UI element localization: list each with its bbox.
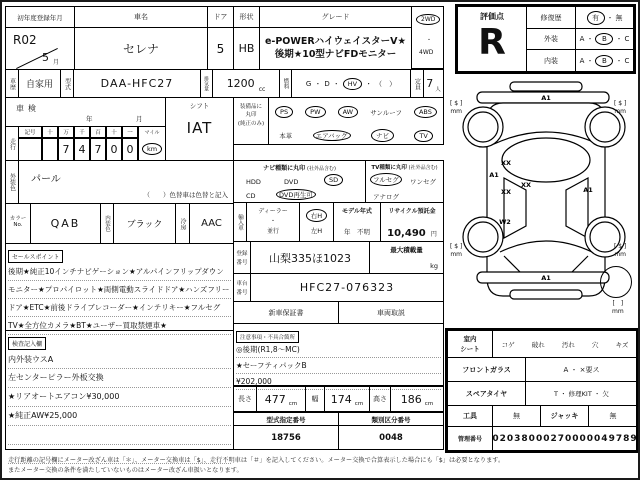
registration-label-2: 番号 <box>236 259 248 266</box>
drive-dot: ・ <box>426 37 433 44</box>
designation-header: 型式指定番号 <box>233 412 339 426</box>
grade-c: C <box>624 35 630 43</box>
parallel-label: 並行 <box>266 228 279 236</box>
yen-unit: 円 <box>430 231 437 238</box>
length-value: 477 <box>264 392 286 406</box>
navi-circle-mark: ナビ <box>371 129 394 142</box>
inspection-year-unit: 年 <box>86 115 93 123</box>
dot: ・ <box>606 13 614 22</box>
int-color-value: ブラック <box>113 203 176 244</box>
nav-type-title: ナビ種類に丸印 <box>263 165 306 172</box>
tool-value: 無 <box>492 405 541 427</box>
model-year-cell <box>333 202 381 242</box>
mileage-h6: 一 <box>122 126 138 138</box>
model-code-label: 型式 <box>60 69 74 98</box>
repair-no: 無 <box>615 13 623 22</box>
sales-line: モニター★プロパイロット★両側電動スライドドア★ハンズフリー <box>8 281 231 299</box>
payload-cell <box>369 241 444 274</box>
pw-circle-mark: PW <box>305 106 325 118</box>
designation-value: 18756 <box>233 425 339 450</box>
seat-item: キズ <box>615 340 629 349</box>
shape-header: 形状 <box>233 6 260 28</box>
ext-color-cell <box>18 160 234 204</box>
model-year-value <box>334 227 380 236</box>
tv-type-box <box>365 160 444 203</box>
tv-circle-mark: TV <box>414 130 432 142</box>
length-label: 長さ <box>233 386 257 412</box>
history-label: 車歴 <box>5 69 19 98</box>
inspector-notes-tag: 検査記入欄 <box>8 337 46 350</box>
seat-condition-items <box>492 330 638 358</box>
mileage-v4: 7 <box>90 138 106 161</box>
cd-label: CD <box>246 192 256 200</box>
inspector-notes-box <box>5 330 234 450</box>
equipment-row-1 <box>269 98 443 126</box>
fuel-d: D <box>324 79 330 88</box>
interior-b-circle-mark: B <box>595 55 613 67</box>
unit-mm: mm <box>612 307 624 315</box>
ext-color-note: （ ）色替車は色替と記入 <box>143 191 228 199</box>
equipment-label-2: 丸印 <box>245 112 257 119</box>
shape-value: HB <box>233 27 260 70</box>
fuel-blank: （ ） <box>375 79 397 88</box>
notes-line: ¥202,000 <box>236 374 441 390</box>
dot: ・ <box>586 35 594 43</box>
unit-bracket: [ $ ] <box>450 243 463 250</box>
diagonal-line <box>16 48 58 69</box>
exterior-grade-label: 外装 <box>526 28 576 50</box>
ext-color-label: 外装色 <box>5 160 19 204</box>
seat-item: 穴 <box>591 340 599 349</box>
grade-header: グレード <box>259 6 412 28</box>
nav-type-box <box>233 160 366 203</box>
mileage-v1 <box>42 138 58 161</box>
car-name-value: セレナ <box>74 27 208 70</box>
height-cell <box>390 386 444 412</box>
nav-type-note: (社外品含む) <box>307 166 336 172</box>
repair-value <box>575 6 634 29</box>
dot: ・ <box>332 79 340 88</box>
fuel-label: 燃料 <box>279 69 292 98</box>
import-label: 輸入車 <box>233 202 247 242</box>
manual-cell: 車両取説 <box>338 301 444 324</box>
repair-yes-circle-mark: 有 <box>587 11 605 25</box>
score-label: 評価点 <box>480 12 504 21</box>
first-reg-value-cell <box>5 27 75 70</box>
grade-line2: 後期★10型ナビFDモニター <box>274 49 397 61</box>
height-label: 高さ <box>369 386 391 412</box>
unit-bracket: [ $ ] <box>450 100 463 107</box>
mark-left-xx2: XX <box>500 188 512 196</box>
check-line: 内外装ウスA <box>8 351 231 369</box>
mileage-h2: 万 <box>58 126 74 138</box>
mileage-h1: 十 <box>42 126 58 138</box>
check-line: ★リアオートエアコン¥30,000 <box>8 388 231 407</box>
fuel-cell <box>291 69 411 98</box>
hdd-label: HDD <box>246 178 261 186</box>
dvd-label: DVD <box>284 178 299 186</box>
grade-line1: e-POWERハイウェイスターV★ <box>264 36 407 47</box>
unit-mm: mm <box>450 250 463 258</box>
shift-cell <box>165 97 234 161</box>
first-reg-month: 5 <box>42 51 49 64</box>
check-line: 左センターピラー外板交換 <box>8 369 231 388</box>
spare-tire-value: T ・ 修理KIT ・ 欠 <box>525 381 638 406</box>
mileage-v3: 4 <box>74 138 90 161</box>
mileage-label: 走行 <box>5 126 19 161</box>
mileage-unit-cell <box>138 126 166 161</box>
tv-type-title: TV種類に丸印 <box>371 165 407 171</box>
class-value: 0048 <box>338 425 444 450</box>
mileage-v5: 0 <box>106 138 122 161</box>
color-no-label-2: No. <box>13 222 23 228</box>
registration-value: 山梨335ほ1023 <box>250 241 370 274</box>
drive-2wd-circle-mark: 2WD <box>416 14 440 25</box>
km-circle-mark: km <box>142 143 162 155</box>
recycle-label: リサイクル預託金 <box>388 208 436 215</box>
airbag-circle-mark: エアバッグ <box>313 130 351 141</box>
grade-a: A <box>579 56 585 65</box>
windshield-value: A ・ ×要ス <box>525 357 638 382</box>
shift-label: シフト <box>189 102 210 110</box>
chassis-label <box>233 273 251 302</box>
registration-label-1: 登録 <box>236 251 248 257</box>
jack-label: ジャッキ <box>540 405 589 427</box>
check-line: ★純正AW¥25,000 <box>8 407 231 426</box>
height-unit: cm <box>424 401 434 407</box>
footer-line-2: またメーター交換の条件を満たしていないものはメーター改ざん車扱いとなります。 <box>8 467 243 475</box>
payload-label: 最大積載量 <box>390 246 423 254</box>
unit-bracket: [ $ ] <box>614 243 627 250</box>
year-unit: 年 <box>344 228 351 236</box>
chassis-label-2: 番号 <box>236 289 248 296</box>
mark-left-xx1: XX <box>500 159 512 167</box>
equipment-label <box>233 97 269 145</box>
mileage-h0: 記号 <box>18 126 42 138</box>
jack-value: 無 <box>588 405 638 427</box>
mileage-v6: 0 <box>122 138 138 161</box>
chassis-value: HFC27-076323 <box>250 273 444 302</box>
dvd-play-circle-mark: DVD再生可 <box>276 189 316 200</box>
color-no-label <box>5 203 31 244</box>
equipment-label-1: 装備品に <box>239 104 262 110</box>
dot: ・ <box>314 79 322 88</box>
unit-bracket-empty: [ ] <box>612 300 624 307</box>
tool-label: 工具 <box>447 405 493 427</box>
unit-mm: mm <box>614 250 627 258</box>
mileage-h5: 十 <box>106 126 122 138</box>
ac-label: 冷房 <box>175 203 190 244</box>
seat-item: 破れ <box>531 340 545 349</box>
management-no-label: 管理番号 <box>447 426 493 451</box>
height-value: 186 <box>400 392 422 406</box>
aw-circle-mark: AW <box>338 106 359 118</box>
door-header: ドア <box>207 6 234 28</box>
rh-circle-mark: 右H <box>306 209 327 222</box>
warranty-cell: 新車保証書 <box>233 301 339 324</box>
chassis-label-1: 車台 <box>236 281 248 287</box>
int-color-label: 内装色 <box>100 203 114 244</box>
notes-line: ★セーフティパックB <box>236 358 441 374</box>
lh-label: 左H <box>310 227 323 235</box>
sales-line: TV★全方位カメラ★BT★ユーザー買取禁煙車★ <box>8 317 231 335</box>
grade-value <box>259 27 412 70</box>
nav-type-header <box>234 163 365 172</box>
management-no-value: 02038000270000049789 <box>492 426 638 451</box>
mileage-v0 <box>18 138 42 161</box>
payload-unit: kg <box>430 262 438 270</box>
sales-line: ドア★ETC★前後ドライブレコーダー★インテリキー★フルセグ <box>8 299 231 317</box>
mileage-h3: 千 <box>74 126 90 138</box>
seat-label <box>447 330 493 358</box>
notes-box <box>233 323 444 386</box>
model-year-label: モデル年式 <box>342 208 372 215</box>
ext-color-value: パール <box>31 174 61 185</box>
color-no-label-1: カラー <box>9 216 27 222</box>
sd-circle-mark: SD <box>324 174 343 186</box>
repair-label: 修復歴 <box>526 6 576 29</box>
score-cell <box>457 6 527 72</box>
dot: ・ <box>615 35 623 43</box>
drive-4wd: 4WD <box>419 49 434 56</box>
mark-front-a1: A1 <box>541 94 551 102</box>
recycle-value-row <box>381 221 443 240</box>
footer-line-1: 走行距離の記号欄にメーター改ざん車は「＊」、メーター交換車は「$」、走行不明車は「＃」を記入してください。メーター交換で合算表示した場合にも「$」は必要となります。 <box>8 457 505 464</box>
length-cell <box>256 386 306 412</box>
tv-type-note: (社外品含む) <box>408 165 438 171</box>
first-reg-era: R02 <box>13 33 37 47</box>
notes-line: ◎後期(R1,8～MC) <box>236 343 441 358</box>
fuel-hv-circle-mark: HV <box>343 78 362 90</box>
spare-tire-label: スペアタイヤ <box>447 381 526 406</box>
dot: ・ <box>269 218 276 226</box>
seat-label-1: 室内 <box>463 335 477 343</box>
sales-line: 後期★純正10インチナビゲーション★アルパインフリップダウン <box>8 264 231 281</box>
grade-a: A <box>579 35 585 43</box>
import-dealer-cell <box>246 202 300 242</box>
recycle-value: 10,490 <box>387 228 426 239</box>
mile-label: マイル <box>144 130 160 136</box>
mark-left-a1: A1 <box>489 171 499 179</box>
unit-bracket: [ $ ] <box>614 100 627 107</box>
ps-circle-mark: PS <box>275 106 293 118</box>
check-line-empty <box>8 426 231 445</box>
inspection-cell <box>5 97 166 127</box>
car-name-header: 車名 <box>74 6 208 28</box>
dot: ・ <box>586 56 594 65</box>
seat-label-2: シート <box>460 344 480 353</box>
abs-circle-mark: ABS <box>414 106 437 118</box>
tv-type-header <box>366 163 443 171</box>
displacement-unit: cc <box>258 86 266 93</box>
displacement-cell <box>212 69 280 98</box>
unit-mark-top-left <box>450 100 462 116</box>
displacement-label: 排気量 <box>200 69 213 98</box>
unit-mark-bottom-right <box>614 243 626 259</box>
class-header: 類別区分番号 <box>338 412 444 426</box>
exterior-grade-value <box>575 28 634 50</box>
dealer-label: ディーラー <box>258 208 288 215</box>
model-code-value: DAA-HFC27 <box>73 69 201 98</box>
sunroof-label: サンルーフ <box>370 108 402 117</box>
month-unit: 月 <box>53 59 60 66</box>
recycle-cell <box>380 202 444 242</box>
score-value: R <box>478 22 506 63</box>
unit-mark-top-right <box>614 100 626 116</box>
capacity-cell <box>423 69 444 98</box>
unit-mm: mm <box>614 107 627 115</box>
capacity-label: 定員 <box>410 69 424 98</box>
mileage-v2: 7 <box>58 138 74 161</box>
dot: ・ <box>365 79 373 88</box>
shift-value: IAT <box>186 119 213 137</box>
mark-left-w2: W2 <box>499 218 511 226</box>
displacement-value: 1200 <box>226 77 255 90</box>
inspection-month-unit: 月 <box>136 115 143 123</box>
color-no-value: QAB <box>30 203 101 244</box>
seat-item: 汚れ <box>561 340 575 349</box>
registration-label <box>233 241 251 274</box>
unit-mm: mm <box>450 107 463 115</box>
grade-c: C <box>624 56 630 65</box>
width-cell <box>324 386 370 412</box>
unit-mark-spare <box>612 300 624 316</box>
mark-right-a1: A1 <box>583 186 593 194</box>
first-reg-header: 初年度登録年月 <box>5 6 75 28</box>
width-value: 174 <box>330 392 352 406</box>
dot: ・ <box>615 56 623 65</box>
mileage-h4: 百 <box>90 126 106 138</box>
windshield-label: フロントガラス <box>447 357 526 382</box>
width-unit: cm <box>354 401 364 407</box>
leather-label: 本革 <box>279 132 293 140</box>
ac-value: AAC <box>189 203 234 244</box>
oneseg-label: ワンセグ <box>410 178 436 186</box>
door-value: 5 <box>207 27 234 70</box>
sales-points-tag: セールスポイント <box>8 250 63 263</box>
sales-points-box <box>5 243 234 331</box>
analog-label: アナログ <box>373 193 399 201</box>
fuel-g: G <box>305 79 312 88</box>
equipment-label-3: (純正のみ) <box>237 120 265 127</box>
inspection-label: 車検 <box>16 104 40 113</box>
drive-type-cell <box>411 6 444 69</box>
capacity-value: 7 <box>426 77 434 90</box>
interior-grade-value <box>575 49 634 72</box>
width-label: 幅 <box>305 386 325 412</box>
unit-mark-bottom-left <box>450 243 462 259</box>
footer-legend <box>8 456 636 476</box>
mark-rear-a1: A1 <box>541 274 551 282</box>
equipment-row-2 <box>269 126 443 145</box>
length-unit: cm <box>288 401 298 407</box>
notes-tag: 注意事項・不具合箇所 <box>236 331 299 343</box>
seat-item: コゲ <box>501 340 515 349</box>
mark-mid-xx: XX <box>520 181 532 189</box>
handle-cell <box>299 202 334 242</box>
equipment-items <box>268 97 444 145</box>
exterior-b-circle-mark: B <box>595 33 613 45</box>
history-value: 自家用 <box>18 69 61 98</box>
year-unknown: 不明 <box>357 228 370 236</box>
fullseg-circle-mark: フルセグ <box>370 173 402 186</box>
interior-grade-label: 内装 <box>526 49 576 72</box>
capacity-unit: 人 <box>435 87 441 93</box>
spare-tire-circle <box>600 266 632 298</box>
